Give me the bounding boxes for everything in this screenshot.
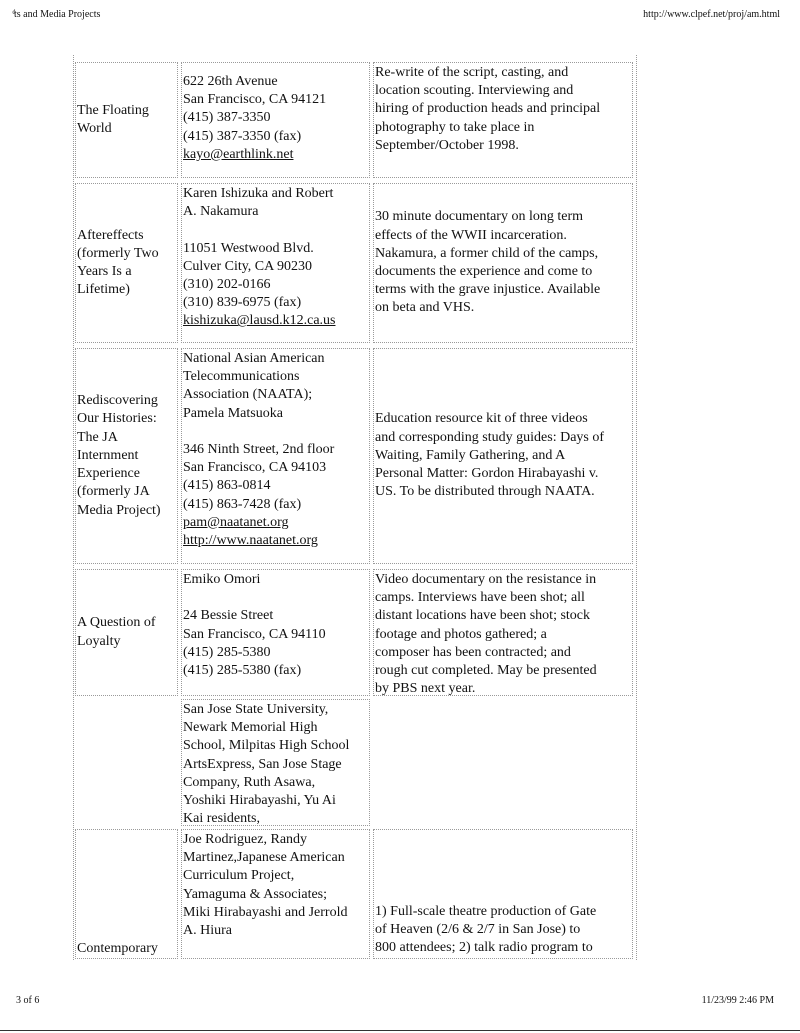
contact-line: Association (NAATA); bbox=[183, 387, 313, 403]
project-line: Experience bbox=[77, 466, 140, 482]
project-line: The JA bbox=[77, 429, 118, 445]
project-line: A Question of bbox=[77, 615, 156, 631]
table-cell-description bbox=[373, 183, 633, 343]
table-cell-contact bbox=[181, 829, 370, 959]
project-line: Internment bbox=[77, 447, 139, 463]
table-cell-contact bbox=[181, 183, 370, 343]
contact-line: San Francisco, CA 94121 bbox=[183, 92, 327, 108]
table-cell-contact bbox=[181, 62, 370, 178]
table-cell-contact bbox=[181, 699, 370, 826]
table-cell-project bbox=[75, 183, 178, 343]
description-line: location scouting. Interviewing and bbox=[375, 83, 574, 99]
page-number: 3 of 6 bbox=[16, 995, 40, 1006]
contact-line: (415) 863-0814 bbox=[183, 478, 271, 494]
project-line: World bbox=[77, 121, 112, 136]
project-line: Rediscovering bbox=[77, 393, 158, 409]
contact-line: San Francisco, CA 94110 bbox=[183, 626, 326, 642]
contact-line: Company, Ruth Asawa, bbox=[183, 774, 316, 790]
contact-line: Miki Hirabayashi and Jerrold bbox=[183, 904, 348, 920]
table-cell-description bbox=[373, 829, 633, 959]
contact-line: Curriculum Project, bbox=[183, 868, 295, 884]
table-left-rule bbox=[73, 55, 74, 960]
description-line: composer has been contracted; and bbox=[375, 644, 571, 660]
contact-line: 11051 Westwood Blvd. bbox=[183, 240, 314, 256]
project-line: Contemporary bbox=[77, 940, 158, 956]
contact-line: (415) 863-7428 (fax) bbox=[183, 496, 302, 512]
project-line: Loyalty bbox=[77, 633, 121, 649]
table-cell-project bbox=[75, 829, 178, 959]
description-line: Nakamura, a former child of the camps, bbox=[375, 245, 599, 261]
project-line: (formerly JA bbox=[77, 484, 150, 500]
table-cell-contact bbox=[181, 348, 370, 564]
description-line: Personal Matter: Gordon Hirabayashi v. bbox=[375, 466, 599, 482]
contact-line: (415) 285-5380 bbox=[183, 644, 271, 660]
description-line: rough cut completed. May be presented bbox=[375, 663, 597, 679]
description-line: Re-write of the script, casting, and bbox=[375, 65, 569, 80]
email-link[interactable]: kayo@earthlink.net bbox=[183, 146, 294, 162]
table-cell-project bbox=[75, 569, 178, 696]
table-cell-description bbox=[373, 348, 633, 564]
project-line: Aftereffects bbox=[77, 227, 144, 243]
description-line: Education resource kit of three videos bbox=[375, 411, 588, 427]
description-line: photography to take place in bbox=[375, 119, 535, 135]
description-line: of Heaven (2/6 & 2/7 in San Jose) to bbox=[375, 922, 581, 938]
description-line: Video documentary on the resistance in bbox=[375, 572, 597, 587]
contact-line: Karen Ishizuka and Robert bbox=[183, 186, 334, 201]
description-line: documents the experience and come to bbox=[375, 264, 593, 279]
table-cell-description bbox=[373, 62, 633, 178]
description-line: footage and photos gathered; a bbox=[375, 626, 547, 642]
project-line: (formerly Two bbox=[77, 245, 159, 261]
contact-line: Martinez,Japanese American bbox=[183, 850, 345, 866]
table-cell-contact bbox=[181, 569, 370, 696]
page-header-title: ͩts and Media Projects bbox=[14, 9, 101, 20]
line-gap bbox=[183, 589, 368, 607]
contact-line: Yoshiki Hirabayashi, Yu Ai bbox=[183, 793, 336, 809]
line-gap bbox=[183, 221, 368, 239]
contact-line: Joe Rodriguez, Randy bbox=[183, 832, 308, 847]
contact-line: San Francisco, CA 94103 bbox=[183, 460, 327, 476]
contact-line: (310) 202-0166 bbox=[183, 277, 271, 292]
description-line: terms with the grave injustice. Available bbox=[375, 282, 601, 298]
description-line: distant locations have been shot; stock bbox=[375, 608, 591, 624]
description-line: 30 minute documentary on long term bbox=[375, 209, 584, 225]
project-line: Years Is a bbox=[77, 264, 132, 279]
contact-line: Telecommunications bbox=[183, 369, 300, 385]
contact-line: (415) 285-5380 (fax) bbox=[183, 663, 302, 678]
email-link[interactable]: kishizuka@lausd.k12.ca.us bbox=[183, 313, 336, 329]
print-timestamp: 11/23/99 2:46 PM bbox=[701, 995, 774, 1006]
table-cell-project bbox=[75, 348, 178, 564]
page-header-url: http://www.clpef.net/proj/am.html bbox=[643, 9, 780, 20]
contact-line: Pamela Matsuoka bbox=[183, 405, 283, 421]
contact-line: A. Hiura bbox=[183, 923, 232, 939]
contact-line: 346 Ninth Street, 2nd floor bbox=[183, 442, 335, 457]
table-cell-description bbox=[373, 569, 633, 696]
contact-line: ArtsExpress, San Jose Stage bbox=[183, 756, 342, 772]
line-gap bbox=[183, 423, 368, 441]
contact-line: (310) 839-6975 (fax) bbox=[183, 295, 302, 311]
project-line: Lifetime) bbox=[77, 282, 130, 298]
description-line: US. To be distributed through NAATA. bbox=[375, 484, 595, 500]
bottom-divider bbox=[0, 1030, 800, 1031]
contact-line: Kai residents, bbox=[183, 811, 260, 827]
website-link[interactable]: http://www.naatanet.org bbox=[183, 533, 318, 549]
contact-line: Emiko Omori bbox=[183, 572, 261, 587]
description-line: September/October 1998. bbox=[375, 137, 519, 153]
contact-line: San Jose State University, bbox=[183, 702, 329, 717]
email-link[interactable]: pam@naatanet.org bbox=[183, 514, 289, 530]
table-cell-project bbox=[75, 62, 178, 178]
contact-line: Culver City, CA 90230 bbox=[183, 258, 312, 274]
description-line: hiring of production heads and principal bbox=[375, 101, 601, 117]
description-line: and corresponding study guides: Days of bbox=[375, 429, 605, 445]
project-line: Our Histories: bbox=[77, 411, 157, 427]
project-line: Media Project) bbox=[77, 502, 161, 518]
contact-line: A. Nakamura bbox=[183, 204, 259, 220]
description-line: effects of the WWII incarceration. bbox=[375, 227, 567, 243]
project-line: The Floating bbox=[77, 102, 149, 118]
contact-line: 24 Bessie Street bbox=[183, 608, 274, 624]
contact-line: (415) 387-3350 (fax) bbox=[183, 128, 302, 144]
contact-line: National Asian American bbox=[183, 351, 325, 366]
description-line: 800 attendees; 2) talk radio program to bbox=[375, 940, 593, 956]
contact-line: School, Milpitas High School bbox=[183, 738, 350, 754]
description-line: camps. Interviews have been shot; all bbox=[375, 590, 585, 606]
contact-line: Yamaguma & Associates; bbox=[183, 886, 328, 902]
contact-line: 622 26th Avenue bbox=[183, 74, 278, 89]
description-line: by PBS next year. bbox=[375, 681, 476, 697]
contact-line: Newark Memorial High bbox=[183, 720, 318, 736]
description-line: Waiting, Family Gathering, and A bbox=[375, 447, 566, 463]
table-right-rule bbox=[636, 55, 637, 960]
description-line: on beta and VHS. bbox=[375, 300, 475, 316]
description-line: 1) Full-scale theatre production of Gate bbox=[375, 904, 597, 919]
contact-line: (415) 387-3350 bbox=[183, 110, 271, 126]
